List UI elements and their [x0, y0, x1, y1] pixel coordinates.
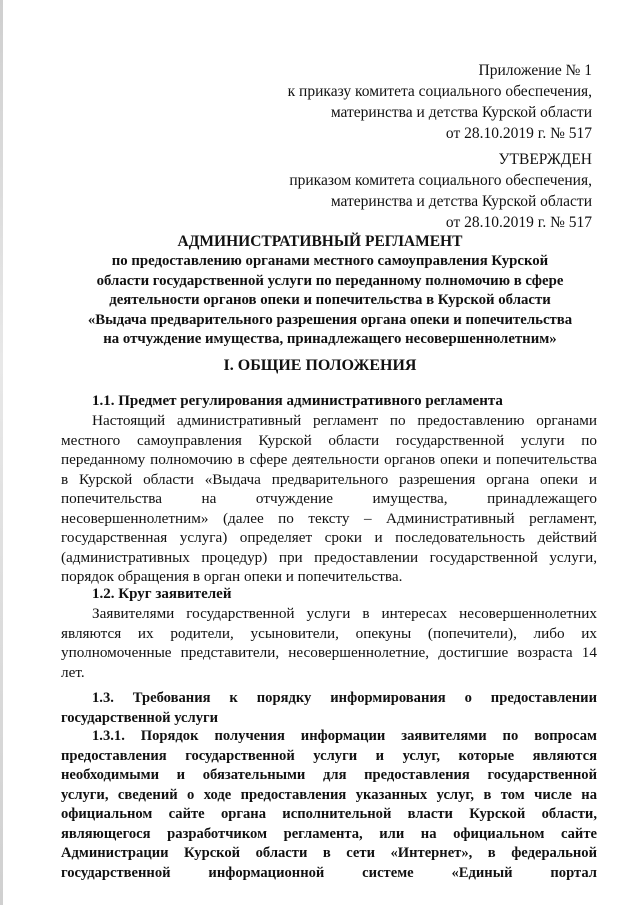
text-line: являются их родители, усыновители, опекуны (попечители), либо их [61, 624, 597, 642]
text-line: предоставления государственной услуги и услуг, которые являются [61, 747, 597, 764]
subtitle-line: «Выдача предварительного разрешения органа опеки и попечительства [87, 311, 573, 328]
paragraph-1-3-1 [61, 727, 597, 883]
subtitle-line: области государственной услуги по переданному полномочию в сфере [96, 272, 564, 289]
appendix-line: материнства и детства Курской области [330, 104, 592, 121]
text-line: уполномоченные представители, несовершеннолетние, достигшие возраста 14 [61, 644, 597, 661]
appendix-header [288, 60, 592, 144]
paragraph-1-2 [61, 604, 597, 682]
text-line: 1.3. Требования к порядку информирования о предоставлении [92, 690, 597, 706]
text-line: являющегося разработчиком регламента, или на официальном сайте [61, 825, 597, 842]
approved-line: материнства и детства Курской области [330, 193, 592, 210]
appendix-line: Приложение № 1 [478, 62, 592, 79]
text-line: государственной услуги [61, 709, 219, 726]
paragraph-1-1 [61, 411, 597, 587]
text-line: Администрации Курской области в сети «Интернет», в федеральной [61, 845, 597, 861]
approved-header [289, 149, 592, 233]
document-subtitle [60, 252, 600, 350]
approved-line: УТВЕРЖДЕН [498, 151, 592, 168]
appendix-line: к приказу комитета социального обеспечения, [287, 83, 592, 100]
scan-edge [0, 0, 3, 905]
appendix-line: от 28.10.2019 г. № 517 [445, 125, 592, 142]
section-heading: I. ОБЩИЕ ПОЛОЖЕНИЯ [223, 357, 417, 374]
text-line: необходимыми и обязательными для предоставления государственной [61, 767, 597, 783]
text-line: в Курской области «Выдача предварительного разрешения органа опеки и [61, 470, 597, 488]
text-line: 1.3.1. Порядок получения информации заявителями по вопросам [92, 728, 597, 744]
text-line: Настоящий административный регламент по предоставлению органами [92, 412, 597, 429]
text-line: порядок обращения в орган опеки и попечительства. [61, 568, 403, 585]
text-line: официальном сайте органа исполнительной власти Курской области, [61, 806, 597, 822]
text-line: местного самоуправления Курской области государственной услуги по [61, 431, 597, 449]
text-line: лет. [61, 663, 85, 681]
text-line: переданному полномочию в сфере деятельности органов опеки и попечительства [61, 451, 597, 468]
approved-line: приказом комитета социального обеспечения, [289, 172, 592, 189]
subtitle-line: по предоставлению органами местного самоуправления Курской [111, 253, 549, 269]
subtitle-line: деятельности органов опеки и попечительства в Курской области [109, 292, 551, 308]
text-line: государственной информационной системе «Единый портал [61, 864, 597, 881]
document-title: АДМИНИСТРАТИВНЫЙ РЕГЛАМЕНТ [177, 233, 463, 250]
text-line: попечительства на отчуждение имущества, принадлежащего [61, 490, 597, 507]
subsection-heading-1-3 [61, 689, 597, 728]
subtitle-line: на отчуждение имущества, принадлежащего несовершеннолетним» [103, 331, 557, 347]
subsection-heading-1-2: 1.2. Круг заявителей [92, 586, 232, 602]
subsection-heading-1-1: 1.1. Предмет регулирования административного регламента [92, 393, 503, 409]
approved-line: от 28.10.2019 г. № 517 [445, 214, 592, 231]
text-line: услуги, сведений о ходе предоставления указанных услуг, в том числе на [61, 786, 597, 803]
text-line: (административных процедур) при предоставлении государственной услуги, [61, 548, 597, 566]
text-line: государственная услуга) определяет сроки и последовательность действий [61, 529, 597, 546]
text-line: Заявителями государственной услуги в интересах несовершеннолетних [92, 605, 597, 622]
text-line: несовершеннолетним» (далее по тексту – Административный регламент, [61, 509, 597, 527]
